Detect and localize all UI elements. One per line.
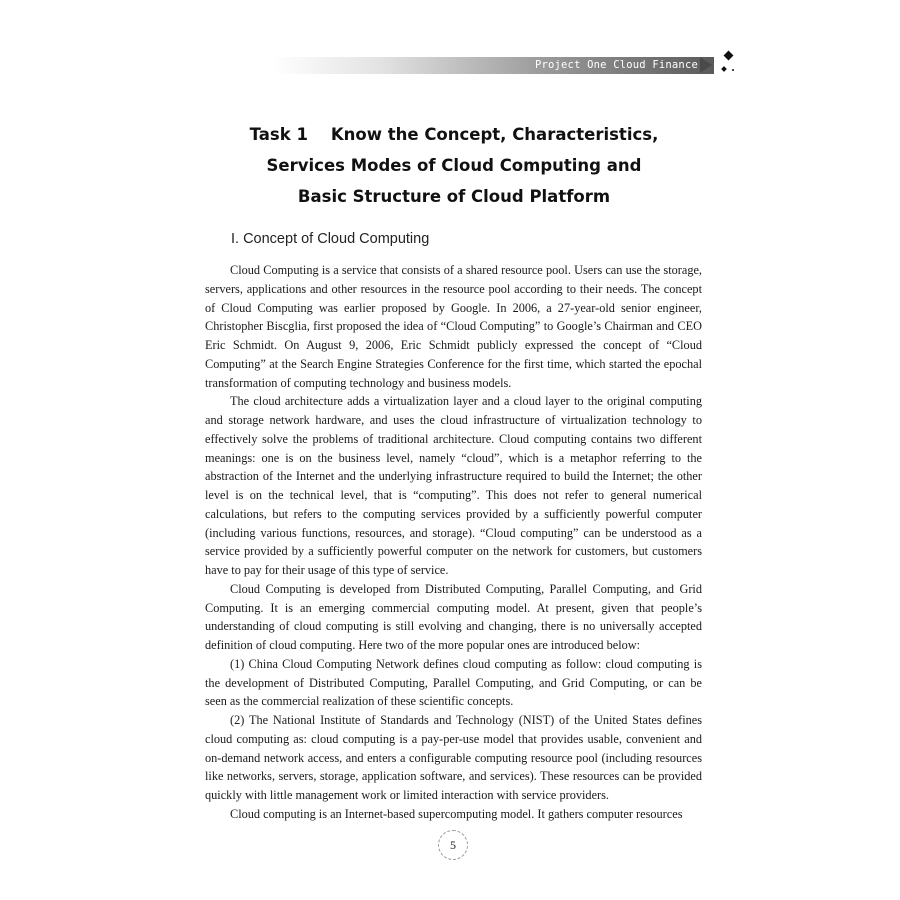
task-title-line-2: Services Modes of Cloud Computing and bbox=[266, 156, 642, 175]
diamond-ornament-icon bbox=[724, 51, 734, 61]
small-diamond-ornament-icon bbox=[721, 66, 727, 72]
task-title bbox=[150, 119, 758, 212]
page-number: 5 bbox=[438, 830, 468, 860]
body-text bbox=[205, 261, 702, 824]
dot-ornament-icon bbox=[732, 69, 734, 71]
header-arrow-tip bbox=[700, 57, 712, 73]
paragraph-supercomputing: Cloud computing is an Internet-based supercomputing model. It gathers computer resources bbox=[230, 806, 683, 821]
task-title-line-1: Task 1 Know the Concept, Characteristics, bbox=[249, 125, 659, 144]
paragraph-definition-2: (2) The National Institute of Standards and Technology (NIST) of the United States defines cloud computing as: cloud computing is a pay-per-use model that provides usable, convenient and on-demand network access, and enters a configurable computing resource pool (including resources like networks, servers, storage, application software, and services). These resources can be provided quickly with little management work or limited interaction with service providers. bbox=[205, 713, 702, 802]
section-heading: I. Concept of Cloud Computing bbox=[231, 231, 430, 247]
paragraph-definition-1: (1) China Cloud Computing Network defines cloud computing as follow: cloud computing is the development of Distributed Computing, Parallel Computing, and Grid Computing, or can be seen as the commercial realization of these scientific concepts. bbox=[205, 656, 702, 709]
task-title-line-3: Basic Structure of Cloud Platform bbox=[297, 187, 611, 206]
paragraph-development: Cloud Computing is developed from Distributed Computing, Parallel Computing, and Grid Computing. It is an emerging commercial computing model. At present, given that people’s understanding of cloud computing is still evolving and changing, there is no universally accepted definition of cloud computing. Here two of the more popular ones are introduced below: bbox=[205, 581, 702, 652]
running-header-title: Project One Cloud Finance bbox=[534, 59, 698, 71]
paragraph-architecture: The cloud architecture adds a virtualization layer and a cloud layer to the original computing and storage network hardware, and uses the cloud infrastructure of virtualization technology to effectively solve the problems of traditional architecture. Cloud computing contains two different meanings: one is on the business level, namely “cloud”, which is a metaphor referring to the abstraction of the Internet and the underlying infrastructure required to build the Internet; the other level is on the technical level, that is “computing”. This does not refer to general numerical calculations, but refers to the computing services provided by a sufficiently powerful computer (including various functions, resources, and storage). “Cloud computing” can be understood as a service provided by a sufficiently powerful computer on the network for customers, but customers have to pay for their usage of this type of service. bbox=[205, 394, 702, 577]
paragraph-intro: Cloud Computing is a service that consists of a shared resource pool. Users can use the storage, servers, applications and other resources in the resource pool according to their needs. The concept of Cloud Computing was earlier proposed by Google. In 2006, a 27-year-old senior engineer, Christopher Biscglia, first proposed the idea of “Cloud Computing” to Google’s Chairman and CEO Eric Schmidt. On August 9, 2006, Eric Schmidt publicly expressed the concept of “Cloud Computing” at the Search Engine Strategies Conference for the first time, which started the epochal transformation of computing technology and business models. bbox=[205, 263, 702, 390]
